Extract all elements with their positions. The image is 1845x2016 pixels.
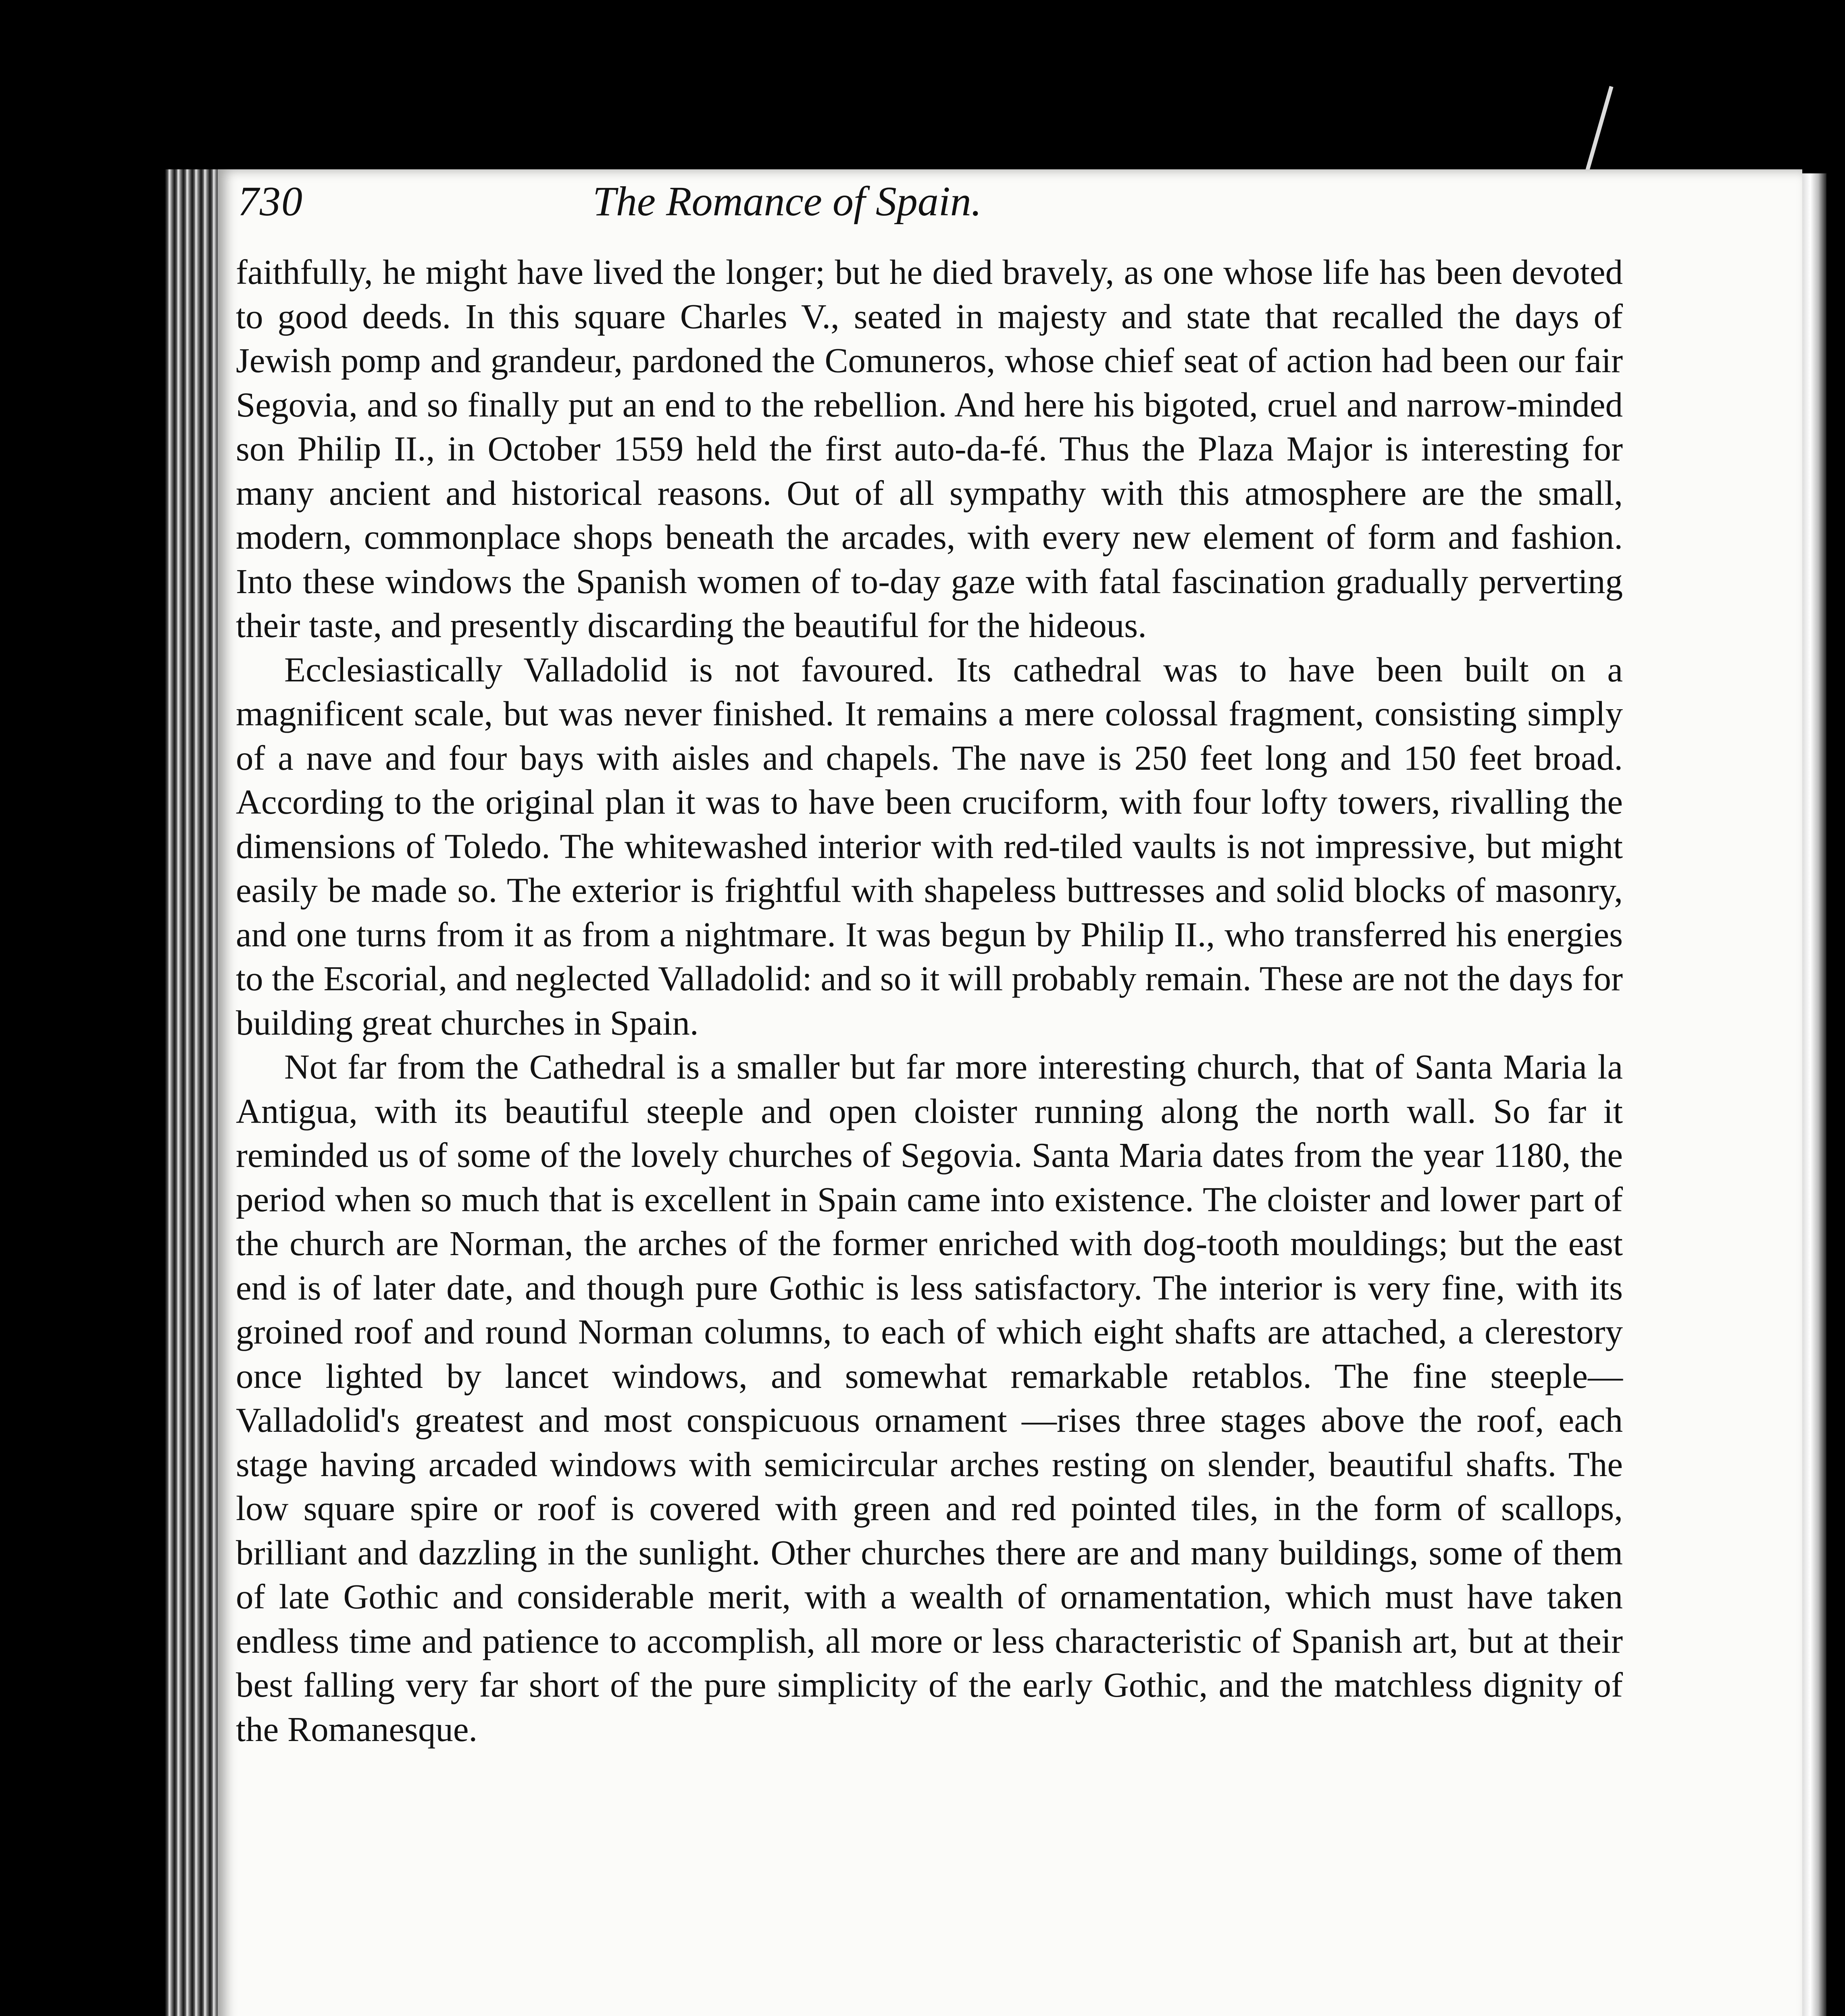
running-title: The Romance of Spain. <box>593 178 982 225</box>
page-body <box>236 250 1623 1751</box>
paragraph-santa-maria: Not far from the Cathedral is a smaller but far more interesting church, that of Santa Maria la Antigua, with its beautiful steeple and open cloister running along the north wall. So far it reminded us of some of the lovely churches of Segovia. Santa Maria dates from the year 1180, the period when so much that is excellent in Spain came into existence. The cloister and lower part of the church are Norman, the arches of the former enriched with dog-tooth mouldings; but the east end is of later date, and though pure Gothic is less satisfactory. The interior is very fine, with its groined roof and round Norman columns, to each of which eight shafts are attached, a clerestory once lighted by lancet windows, and somewhat remarkable retablos. The fine steeple—Valladolid's greatest and most conspicuous ornament —rises three stages above the roof, each stage having arcaded windows with semicircular arches resting on slender, beautiful shafts. The low square spire or roof is covered with green and red pointed tiles, in the form of scallops, brilliant and dazzling in the sunlight. Other churches there are and many buildings, some of them of late Gothic and considerable merit, with a wealth of ornamentation, which must have taken endless time and patience to accomplish, all more or less characteristic of Spanish art, but at their best falling very far short of the pure simplicity of the early Gothic, and the matchless dignity of the Romanesque. <box>236 1047 1623 1749</box>
paragraph-cathedral: Ecclesiastically Valladolid is not favoured. Its cathedral was to have been built on a magnificent scale, but was never finished. It remains a mere colossal fragment, consisting simply of a nave and four bays with aisles and chapels. The nave is 250 feet long and 150 feet broad. According to the original plan it was to have been cruciform, with four lofty towers, rivalling the dimensions of Toledo. The whitewashed interior with red-tiled vaults is not impressive, but might easily be made so. The exterior is frightful with shapeless buttresses and solid blocks of masonry, and one turns from it as from a nightmare. It was begun by Philip II., who transferred his energies to the Escorial, and neglected Valladolid: and so it will probably remain. These are not the days for building great churches in Spain. <box>236 650 1623 1042</box>
book-spine-edge <box>165 169 226 2016</box>
paragraph-continued: faithfully, he might have lived the longer; but he died bravely, as one whose life has been devoted to good deeds. In this square Charles V., seated in majesty and state that recalled the days of Jewish pomp and grandeur, pardoned the Comuneros, whose chief seat of action had been our fair Segovia, and so finally put an end to the rebellion. And here his bigoted, cruel and narrow-minded son Philip II., in October 1559 held the first auto-da-fé. Thus the Plaza Major is interesting for many ancient and historical reasons. Out of all sympathy with this atmosphere are the small, modern, commonplace shops beneath the arcades, with every new element of form and fashion. Into these windows the Spanish women of to-day gaze with fatal fascination gradually perverting their taste, and presently discarding the beautiful for the hideous. <box>236 252 1623 645</box>
page-right-edge <box>1802 173 1826 2016</box>
page-header <box>238 177 1407 242</box>
page-number: 730 <box>238 178 303 225</box>
